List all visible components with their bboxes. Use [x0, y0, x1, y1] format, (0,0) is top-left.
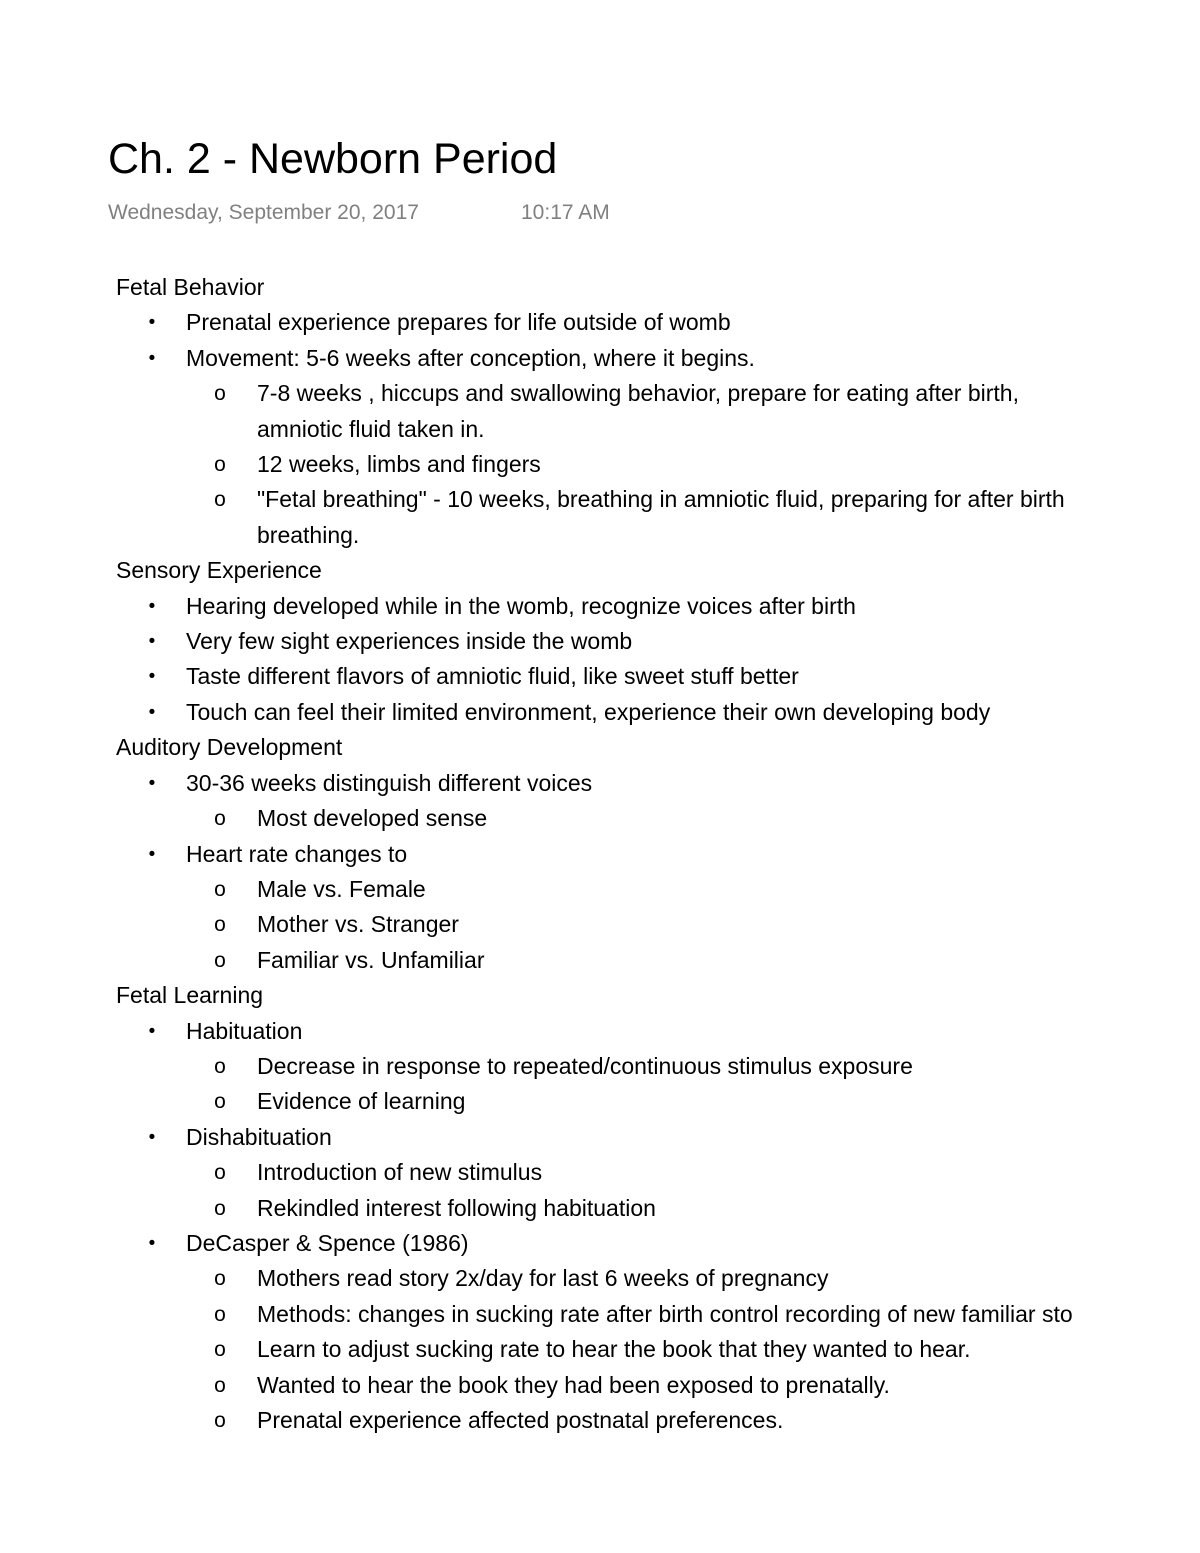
page-date: Wednesday, September 20, 2017: [108, 201, 419, 224]
sub-list-item: [116, 1155, 1200, 1190]
item-text: Familiar vs. Unfamiliar: [257, 946, 485, 973]
item-text: 30-36 weeks distinguish different voices: [186, 769, 593, 796]
item-text: Prenatal experience affected postnatal preferences.: [257, 1407, 784, 1433]
list-item: [116, 589, 1200, 624]
bullet-circle: o: [214, 1267, 226, 1291]
item-continuation: [116, 518, 1200, 553]
sub-list-item: [116, 447, 1200, 482]
item-text: Movement: 5-6 weeks after conception, where it begins.: [186, 344, 755, 371]
item-text: Very few sight experiences inside the womb: [186, 628, 633, 655]
bullet-dot: •: [148, 1126, 156, 1148]
bullet-circle: o: [214, 488, 226, 512]
item-text: Dishabituation: [186, 1123, 332, 1150]
list-item: [116, 1226, 1200, 1261]
sub-list-item: [116, 1403, 1200, 1438]
list-item: [116, 1014, 1200, 1049]
bullet-dot: •: [148, 347, 156, 369]
list-item: [116, 659, 1200, 694]
item-text: "Fetal breathing" - 10 weeks, breathing in amniotic fluid, preparing for after birth: [257, 486, 1065, 513]
bullet-dot: •: [148, 1232, 156, 1254]
list-item: [116, 766, 1200, 801]
page-meta: [108, 199, 610, 227]
bullet-dot: •: [148, 595, 156, 617]
list-item: [116, 695, 1200, 730]
bullet-circle: o: [214, 1409, 226, 1432]
bullet-dot: •: [148, 1020, 156, 1042]
list-item: [116, 624, 1200, 659]
list-item: [116, 1120, 1200, 1155]
item-text: Taste different flavors of amniotic fluid, like sweet stuff better: [186, 663, 799, 690]
item-text: DeCasper & Spence (1986): [186, 1229, 469, 1256]
item-text: Prenatal experience prepares for life outside of womb: [186, 309, 731, 336]
list-item: [116, 341, 1200, 376]
bullet-circle: o: [214, 1196, 226, 1220]
sub-list-item: [116, 482, 1200, 517]
sub-list-item: [116, 376, 1200, 411]
sub-list-item: [116, 1261, 1200, 1296]
item-text-continued: amniotic fluid taken in.: [257, 415, 485, 442]
sub-list-item: [116, 1297, 1200, 1332]
sub-list-item: [116, 1084, 1200, 1119]
sub-list-item: [116, 1191, 1200, 1226]
sub-list-item: [116, 943, 1200, 978]
item-text: Decrease in response to repeated/continuous stimulus exposure: [257, 1052, 913, 1079]
item-text: 12 weeks, limbs and fingers: [257, 451, 541, 478]
list-item: [116, 305, 1200, 340]
bullet-circle: o: [214, 1161, 226, 1185]
item-text: 7-8 weeks , hiccups and swallowing behavior, prepare for eating after birth,: [257, 380, 1019, 407]
page-title: Ch. 2 - Newborn Period: [108, 135, 558, 183]
item-text: Learn to adjust sucking rate to hear the book that they wanted to hear.: [257, 1336, 971, 1363]
item-text: Mothers read story 2x/day for last 6 weeks of pregnancy: [257, 1265, 829, 1292]
bullet-dot: •: [148, 843, 156, 865]
bullet-circle: o: [214, 913, 226, 937]
bullet-circle: o: [214, 382, 226, 406]
item-text: Methods: changes in sucking rate after birth control recording of new familiar sto: [257, 1300, 1073, 1327]
bullet-circle: o: [214, 1090, 226, 1114]
bullet-dot: •: [148, 772, 156, 794]
bullet-circle: o: [214, 1338, 226, 1362]
item-text: Mother vs. Stranger: [257, 911, 459, 938]
item-text: Rekindled interest following habituation: [257, 1194, 656, 1221]
sub-list-item: [116, 801, 1200, 836]
bullet-dot: •: [148, 631, 156, 653]
bullet-dot: •: [148, 701, 156, 723]
bullet-circle: o: [214, 1302, 226, 1326]
item-text: Hearing developed while in the womb, recognize voices after birth: [186, 592, 856, 619]
item-text: Introduction of new stimulus: [257, 1159, 543, 1186]
item-text: Male vs. Female: [257, 875, 426, 902]
sub-list-item: [116, 1332, 1200, 1367]
item-text: Most developed sense: [257, 805, 488, 832]
sub-list-item: [116, 1049, 1200, 1084]
bullet-circle: o: [214, 1054, 226, 1078]
bullet-circle: o: [214, 1373, 226, 1397]
section-heading: Sensory Experience: [116, 557, 322, 584]
section-heading: Auditory Development: [116, 734, 343, 761]
section-heading: Fetal Learning: [116, 982, 264, 1009]
list-item: [116, 837, 1200, 872]
item-text: Evidence of learning: [257, 1088, 466, 1115]
bullet-circle: o: [214, 948, 226, 972]
item-text: Heart rate changes to: [186, 840, 408, 867]
note-body: [116, 270, 1200, 1438]
item-text: Habituation: [186, 1017, 303, 1044]
bullet-dot: •: [148, 312, 156, 334]
bullet-dot: •: [148, 666, 156, 688]
page-time: 10:17 AM: [521, 201, 610, 224]
sub-list-item: [116, 1368, 1200, 1403]
section-heading: Fetal Behavior: [116, 274, 265, 300]
sub-list-item: [116, 907, 1200, 942]
item-text: Wanted to hear the book they had been exposed to prenatally.: [257, 1371, 890, 1398]
bullet-circle: o: [214, 877, 226, 901]
item-text: Touch can feel their limited environment, experience their own developing body: [186, 698, 991, 725]
bullet-circle: o: [214, 807, 226, 831]
item-text-continued: breathing.: [257, 521, 360, 548]
bullet-circle: o: [214, 453, 226, 477]
item-continuation: [116, 412, 1200, 447]
sub-list-item: [116, 872, 1200, 907]
